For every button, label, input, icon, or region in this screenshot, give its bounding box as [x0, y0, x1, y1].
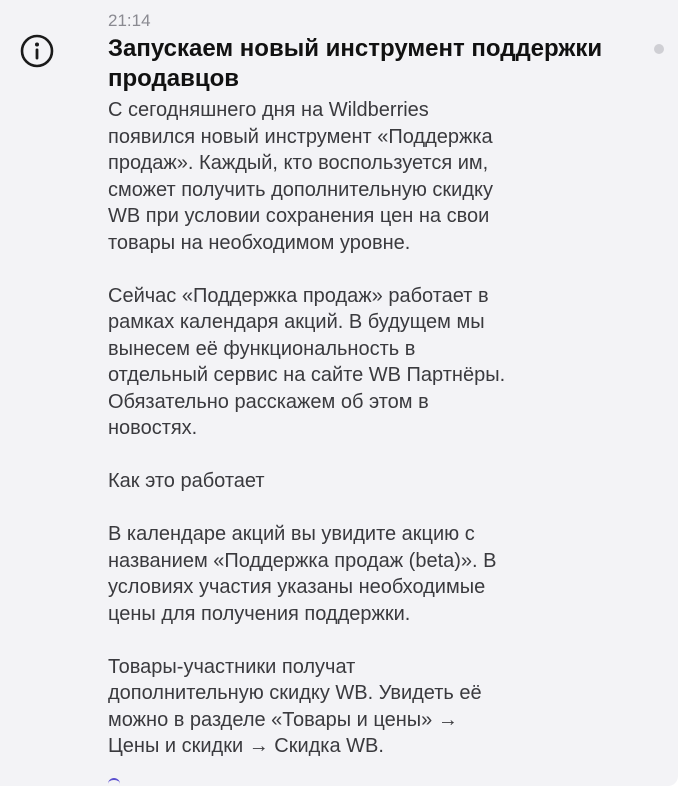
- body-line: продаж». Каждый, кто воспользуется им,: [108, 152, 489, 174]
- body-line: Сейчас «Поддержка продаж» работает в: [108, 284, 489, 307]
- body-line: дополнительную скидку WB. Увидеть её: [108, 682, 482, 704]
- truncated-text-hint: [108, 778, 120, 784]
- body-line: Обязательно расскажем об этом в: [108, 390, 429, 413]
- body-line: вынесем её функциональность в: [108, 337, 416, 360]
- body-line: Цены и скидки → Скидка WB.: [108, 735, 384, 757]
- paragraph-promo: [108, 521, 648, 627]
- info-icon: [20, 34, 54, 68]
- paragraph-how-it-works-heading: [108, 468, 648, 495]
- body-line: можно в разделе «Товары и цены» →: [108, 708, 458, 731]
- title-line: Запускаем новый инструмент поддержки: [108, 35, 603, 62]
- notification-body: [108, 97, 648, 786]
- body-line: цены для получения поддержки.: [108, 602, 411, 625]
- body-line: Как это работает: [108, 470, 265, 492]
- paragraph-intro: [108, 97, 648, 256]
- body-line: условиях участия указаны необходимые: [108, 576, 486, 598]
- body-line: В календаре акций вы увидите акцию с: [108, 523, 475, 545]
- body-line: отдельный сервис на сайте WB Партнёры.: [108, 364, 506, 386]
- body-line: рамках календаря акций. В будущем мы: [108, 311, 485, 333]
- paragraph-discount: [108, 654, 648, 760]
- body-line: новостях.: [108, 417, 198, 439]
- body-line: Товары-участники получат: [108, 655, 356, 678]
- body-line: появился новый инструмент «Поддержка: [108, 125, 493, 148]
- title-line: продавцов: [108, 65, 240, 92]
- unread-dot: [654, 44, 664, 54]
- body-line: сможет получить дополнительную скидку: [108, 178, 493, 201]
- body-line: С сегодняшнего дня на Wildberries: [108, 99, 429, 121]
- body-line: WB при условии сохранения цен на свои: [108, 205, 490, 227]
- notification-time: 21:14: [108, 11, 151, 30]
- notification-title: [108, 34, 638, 94]
- body-line: названием «Поддержка продаж (beta)». В: [108, 549, 497, 572]
- paragraph-calendar: [108, 283, 648, 442]
- body-line: товары на необходимом уровне.: [108, 231, 411, 254]
